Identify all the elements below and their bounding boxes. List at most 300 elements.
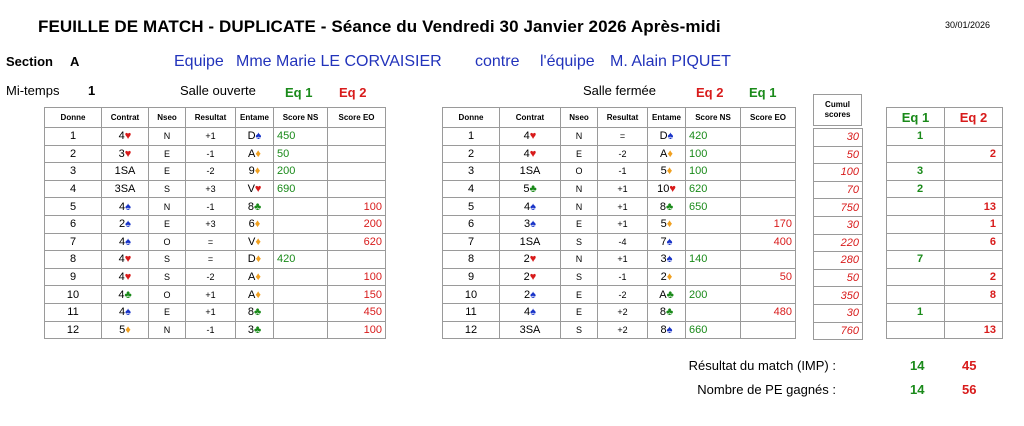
contract-cell [500, 286, 561, 304]
contract-cell [102, 145, 149, 163]
cumul-header [813, 94, 862, 126]
donne-cell: 12 [443, 321, 500, 339]
lead-cell [648, 180, 686, 198]
lead-card: A [659, 288, 667, 301]
donne-cell: 11 [443, 303, 500, 321]
donne-cell: 1 [45, 128, 102, 146]
table-row [443, 233, 796, 251]
score-eo-cell [741, 163, 796, 181]
contract-suit-icon: ♥ [529, 271, 537, 284]
declarer-cell: E [149, 215, 186, 233]
column-header: Contrat [102, 108, 149, 128]
contract-cell [500, 215, 561, 233]
lead-card: D [659, 130, 668, 143]
table-row [443, 286, 796, 304]
lead-suit-icon: ♣ [253, 323, 262, 336]
score-eo-cell: 100 [328, 198, 386, 216]
team2-name: M. Alain PIQUET [610, 53, 731, 70]
score-eo-cell [741, 128, 796, 146]
team-word: Equipe [174, 53, 224, 70]
lead-suit-icon: ♥ [254, 183, 262, 196]
score-ns-cell [686, 303, 741, 321]
lead-cell [236, 251, 274, 269]
column-header: Score EO [741, 108, 796, 128]
declarer-cell: O [149, 286, 186, 304]
declarer-cell: E [561, 215, 598, 233]
contract-cell [500, 180, 561, 198]
imp-eq1-cell [887, 233, 945, 251]
table-row [45, 198, 386, 216]
result-cell: -2 [186, 163, 236, 181]
lead-card: A [660, 147, 668, 160]
contract-suit-icon: ♠ [530, 218, 536, 231]
imp-row [887, 321, 1003, 339]
contract-cell [500, 268, 561, 286]
imp-eq1-cell: 1 [887, 303, 945, 321]
declarer-cell: E [149, 163, 186, 181]
score-eo-cell: 200 [328, 215, 386, 233]
contract-suit-icon: ♥ [124, 147, 132, 160]
lead-card: A [248, 271, 256, 284]
mitemps-label: Mi-temps [6, 83, 60, 98]
lead-cell [648, 303, 686, 321]
imp-row [887, 233, 1003, 251]
lead-suit-icon: ♦ [255, 253, 262, 266]
contract-level: 3 [524, 218, 531, 231]
lead-cell [236, 303, 274, 321]
lead-suit-icon: ♦ [667, 147, 673, 160]
contract-cell [500, 198, 561, 216]
imp-row [887, 198, 1003, 216]
lead-cell [236, 145, 274, 163]
lead-card: D [247, 253, 256, 266]
lead-cell [648, 286, 686, 304]
donne-cell: 10 [45, 286, 102, 304]
donne-cell: 6 [45, 215, 102, 233]
score-eo-cell [328, 145, 386, 163]
table-row [443, 321, 796, 339]
lead-cell [236, 233, 274, 251]
cumul-cell: 750 [814, 199, 863, 217]
cumul-row [814, 269, 863, 287]
donne-cell: 3 [443, 163, 500, 181]
table-row [45, 268, 386, 286]
contract-cell [500, 321, 561, 339]
column-header: Nseo [561, 108, 598, 128]
donne-cell: 5 [443, 198, 500, 216]
lead-suit-icon: ♦ [666, 165, 673, 178]
score-ns-cell: 650 [686, 198, 741, 216]
imp-eq1-cell: 2 [887, 180, 945, 198]
score-eo-cell: 50 [741, 268, 796, 286]
score-eo-cell: 620 [328, 233, 386, 251]
lead-suit-icon: ♦ [255, 147, 261, 160]
score-ns-cell [274, 303, 328, 321]
column-header: Nseo [149, 108, 186, 128]
contract-suit-icon: ♠ [125, 306, 131, 319]
imp-row [887, 268, 1003, 286]
score-eo-cell: 100 [328, 268, 386, 286]
score-ns-cell: 50 [274, 145, 328, 163]
column-header: Resultat [186, 108, 236, 128]
lead-suit-icon: ♦ [255, 271, 261, 284]
contract-level: 4 [118, 253, 125, 266]
contract-suit-icon: ♣ [529, 183, 537, 196]
score-ns-cell [274, 198, 328, 216]
result-cell: -2 [598, 145, 648, 163]
contract-suit-icon: ♠ [530, 306, 536, 319]
result-cell: -4 [598, 233, 648, 251]
lead-suit-icon: ♦ [255, 288, 261, 301]
score-ns-cell: 100 [686, 163, 741, 181]
open-room-title: Salle ouverte [180, 83, 256, 98]
score-ns-cell [686, 268, 741, 286]
lead-suit-icon: ♣ [253, 306, 262, 319]
contract-suit-icon: ♥ [124, 253, 132, 266]
contract-level: 4 [524, 200, 531, 213]
lead-card: 8 [660, 323, 667, 336]
result-cell: +1 [598, 198, 648, 216]
closed-room-eo-team: Eq 1 [749, 85, 777, 100]
table-row [443, 215, 796, 233]
imp-eq2-cell: 2 [945, 145, 1003, 163]
lead-suit-icon: ♠ [666, 323, 673, 336]
contract-suit-icon: ♠ [530, 288, 536, 301]
score-ns-cell [274, 286, 328, 304]
imp-eq2-cell: 6 [945, 233, 1003, 251]
result-cell: +1 [186, 303, 236, 321]
lead-card: A [248, 147, 256, 160]
score-eo-cell [741, 180, 796, 198]
cumul-cell: 280 [814, 252, 863, 270]
closed-room-title: Salle fermée [583, 83, 656, 98]
contract-suit-icon: ♥ [529, 253, 537, 266]
result-cell: +3 [186, 215, 236, 233]
result-cell: +3 [186, 180, 236, 198]
imp-eq2-cell [945, 180, 1003, 198]
column-header: Donne [443, 108, 500, 128]
table-row [443, 163, 796, 181]
imp-eq1-cell [887, 286, 945, 304]
declarer-cell: E [561, 303, 598, 321]
contract-level: 1SA [519, 235, 541, 248]
donne-cell: 9 [443, 268, 500, 286]
donne-cell: 11 [45, 303, 102, 321]
score-eo-cell [328, 128, 386, 146]
table-row [45, 145, 386, 163]
contract-level: 5 [523, 183, 530, 196]
cumul-row [814, 146, 863, 164]
contract-suit-icon: ♥ [529, 147, 537, 160]
cumul-row [814, 216, 863, 234]
lead-card: V [248, 235, 256, 248]
lead-cell [236, 321, 274, 339]
cumul-cell: 220 [814, 234, 863, 252]
donne-cell: 5 [45, 198, 102, 216]
lead-card: 3 [660, 253, 667, 266]
donne-cell: 3 [45, 163, 102, 181]
donne-cell: 10 [443, 286, 500, 304]
lead-cell [236, 268, 274, 286]
imp-eq2-cell [945, 163, 1003, 181]
contract-level: 4 [523, 130, 530, 143]
lead-cell [648, 145, 686, 163]
imp-row [887, 215, 1003, 233]
imp-eq2-cell [945, 303, 1003, 321]
donne-cell: 6 [443, 215, 500, 233]
result-eq1: 14 [910, 358, 925, 373]
cumul-cell: 50 [814, 269, 863, 287]
contract-level: 4 [524, 306, 531, 319]
score-eo-cell [328, 163, 386, 181]
contract-cell [500, 233, 561, 251]
table-row [45, 286, 386, 304]
result-cell: +1 [186, 128, 236, 146]
result-cell: +2 [598, 321, 648, 339]
lead-suit-icon: ♦ [254, 165, 261, 178]
contract-level: 4 [119, 306, 126, 319]
contract-suit-icon: ♥ [529, 130, 537, 143]
cumul-row [814, 287, 863, 305]
page-title: FEUILLE DE MATCH - DUPLICATE - Séance du Vendredi 30 Janvier 2026 Après-midi [38, 17, 721, 36]
closed-room-ns-team: Eq 2 [696, 85, 724, 100]
lead-cell [648, 198, 686, 216]
score-ns-cell [274, 233, 328, 251]
lead-cell [236, 128, 274, 146]
cumul-cell: 760 [814, 322, 863, 340]
cumul-row [814, 164, 863, 182]
score-ns-cell: 200 [274, 163, 328, 181]
score-ns-cell: 660 [686, 321, 741, 339]
lead-cell [236, 215, 274, 233]
contract-level: 1SA [519, 165, 541, 178]
declarer-cell: N [149, 321, 186, 339]
open-room-table [44, 107, 386, 339]
cumul-cell: 70 [814, 181, 863, 199]
table-row [45, 163, 386, 181]
lead-card: 3 [247, 323, 254, 336]
score-eo-cell: 400 [741, 233, 796, 251]
column-header: Contrat [500, 108, 561, 128]
imp-row [887, 145, 1003, 163]
result-cell: -1 [598, 268, 648, 286]
lead-card: 6 [248, 218, 255, 231]
contract-level: 5 [119, 323, 126, 336]
imp-eq2-header: Eq 2 [945, 108, 1003, 128]
lead-cell [236, 286, 274, 304]
table-row [45, 303, 386, 321]
contract-suit-icon: ♠ [530, 200, 536, 213]
print-date: 30/01/2026 [945, 20, 991, 30]
column-header: Score NS [686, 108, 741, 128]
imp-eq2-cell: 8 [945, 286, 1003, 304]
declarer-cell: S [561, 268, 598, 286]
score-ns-cell: 420 [274, 251, 328, 269]
donne-cell: 12 [45, 321, 102, 339]
imp-eq2-cell: 13 [945, 198, 1003, 216]
score-ns-cell: 100 [686, 145, 741, 163]
contract-cell [500, 303, 561, 321]
imp-row [887, 128, 1003, 146]
imp-eq1-cell [887, 321, 945, 339]
result-cell: +1 [598, 251, 648, 269]
lead-suit-icon: ♠ [666, 253, 673, 266]
score-ns-cell [274, 215, 328, 233]
declarer-cell: N [561, 198, 598, 216]
lead-card: 8 [247, 200, 254, 213]
score-ns-cell: 140 [686, 251, 741, 269]
cumul-row [814, 322, 863, 340]
table-row [443, 268, 796, 286]
contract-level: 2 [524, 288, 531, 301]
table-header-row [443, 108, 796, 128]
score-ns-cell [686, 215, 741, 233]
score-ns-cell [274, 268, 328, 286]
contract-suit-icon: ♠ [125, 235, 131, 248]
lead-card: A [248, 288, 256, 301]
contract-cell [500, 163, 561, 181]
contract-level: 4 [523, 147, 530, 160]
score-ns-cell: 690 [274, 180, 328, 198]
pe-eq2: 56 [962, 382, 977, 397]
declarer-cell: N [149, 198, 186, 216]
cumul-header-line1: Cumul [825, 100, 850, 109]
lead-suit-icon: ♦ [255, 235, 261, 248]
pe-eq1: 14 [910, 382, 925, 397]
imp-header-row [887, 108, 1003, 128]
lead-suit-icon: ♠ [255, 130, 262, 143]
donne-cell: 4 [443, 180, 500, 198]
lead-card: 10 [657, 183, 670, 196]
score-eo-cell: 480 [741, 303, 796, 321]
score-ns-cell: 620 [686, 180, 741, 198]
section-label: Section [6, 54, 53, 69]
lead-cell [648, 321, 686, 339]
contract-level: 2 [523, 253, 530, 266]
result-cell: +2 [598, 303, 648, 321]
lead-card: 9 [248, 165, 255, 178]
imp-eq1-cell [887, 268, 945, 286]
imp-eq1-cell: 1 [887, 128, 945, 146]
result-cell: -1 [186, 321, 236, 339]
result-label: Résultat du match (IMP) : [688, 358, 836, 373]
cumul-row [814, 181, 863, 199]
contract-cell [500, 145, 561, 163]
result-cell: = [598, 128, 648, 146]
contract-cell [102, 163, 149, 181]
imp-eq2-cell [945, 251, 1003, 269]
contract-level: 4 [118, 130, 125, 143]
result-cell: -1 [186, 198, 236, 216]
score-ns-cell [686, 233, 741, 251]
team2-prefix: l'équipe [540, 53, 595, 70]
imp-table [886, 107, 1003, 339]
lead-cell [648, 128, 686, 146]
imp-eq1-cell [887, 215, 945, 233]
score-ns-cell: 420 [686, 128, 741, 146]
declarer-cell: E [561, 145, 598, 163]
declarer-cell: S [149, 180, 186, 198]
donne-cell: 9 [45, 268, 102, 286]
cumul-cell: 30 [814, 304, 863, 322]
declarer-cell: N [149, 128, 186, 146]
open-room-eo-team: Eq 2 [339, 85, 367, 100]
contract-suit-icon: ♦ [125, 323, 131, 336]
open-room-ns-team: Eq 1 [285, 85, 313, 100]
table-row [443, 128, 796, 146]
team1-name: Mme Marie LE CORVAISIER [236, 53, 442, 70]
contract-suit-icon: ♠ [125, 200, 131, 213]
column-header: Entame [236, 108, 274, 128]
cumul-header-line2: scores [824, 110, 851, 119]
cumul-cell: 350 [814, 287, 863, 305]
imp-eq1-cell [887, 145, 945, 163]
donne-cell: 2 [443, 145, 500, 163]
contract-cell [102, 286, 149, 304]
contract-suit-icon: ♣ [124, 288, 132, 301]
column-header: Score NS [274, 108, 328, 128]
contract-level: 4 [119, 235, 126, 248]
lead-suit-icon: ♥ [669, 183, 676, 196]
imp-row [887, 163, 1003, 181]
declarer-cell: E [149, 303, 186, 321]
lead-suit-icon: ♦ [254, 218, 261, 231]
table-header-row [45, 108, 386, 128]
declarer-cell: O [149, 233, 186, 251]
lead-suit-icon: ♠ [667, 130, 674, 143]
lead-card: 5 [660, 165, 667, 178]
imp-row [887, 251, 1003, 269]
cumul-row [814, 234, 863, 252]
declarer-cell: N [561, 128, 598, 146]
score-ns-cell [274, 321, 328, 339]
declarer-cell: S [149, 268, 186, 286]
table-row [443, 180, 796, 198]
contract-cell [102, 198, 149, 216]
result-cell: +1 [598, 180, 648, 198]
contract-level: 4 [119, 200, 126, 213]
declarer-cell: O [561, 163, 598, 181]
contract-cell [102, 321, 149, 339]
imp-row [887, 286, 1003, 304]
column-header: Entame [648, 108, 686, 128]
score-eo-cell [328, 251, 386, 269]
table-row [443, 303, 796, 321]
score-eo-cell [741, 321, 796, 339]
result-cell: -2 [186, 268, 236, 286]
lead-suit-icon: ♣ [666, 288, 674, 301]
contract-level: 3SA [114, 183, 136, 196]
contract-cell [102, 251, 149, 269]
contract-level: 4 [118, 288, 125, 301]
lead-card: 8 [247, 306, 254, 319]
cumul-cell: 100 [814, 164, 863, 182]
contract-cell [102, 233, 149, 251]
lead-suit-icon: ♣ [253, 200, 262, 213]
imp-eq2-cell: 13 [945, 321, 1003, 339]
donne-cell: 7 [45, 233, 102, 251]
donne-cell: 2 [45, 145, 102, 163]
score-eo-cell [328, 180, 386, 198]
imp-eq1-header: Eq 1 [887, 108, 945, 128]
donne-cell: 1 [443, 128, 500, 146]
result-cell: +1 [598, 215, 648, 233]
contract-cell [102, 268, 149, 286]
contract-cell [102, 128, 149, 146]
declarer-cell: S [561, 321, 598, 339]
lead-suit-icon: ♦ [666, 218, 673, 231]
table-row [443, 145, 796, 163]
